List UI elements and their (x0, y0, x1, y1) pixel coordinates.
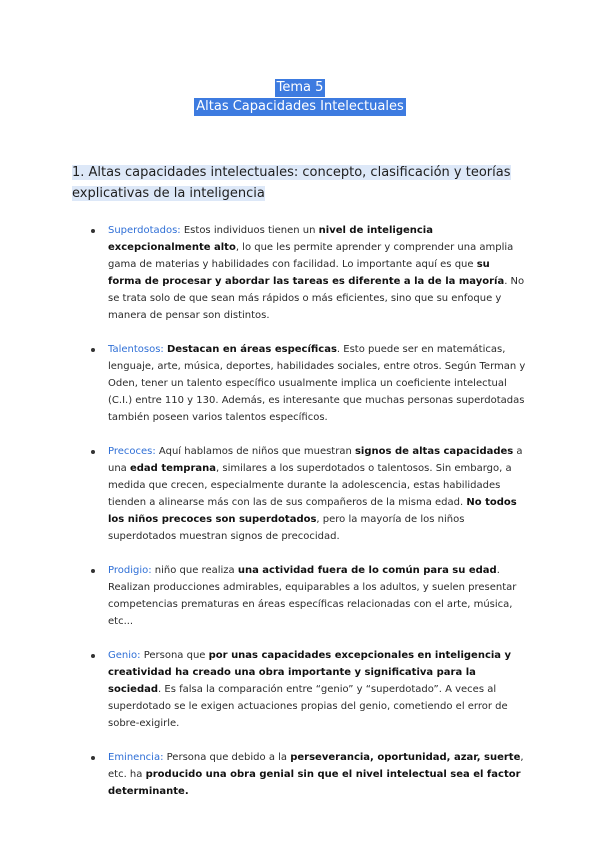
bold-text: No todos los niños precoces son superdotados (108, 497, 517, 525)
list-item-precoces: Precoces: Aquí hablamos de niños que muestran signos de altas capacidades a una edad temprana, similares a los superdotados o talentosos. Sin embargo, a medida que crecen, especialmente durante la adolescencia, estas habilidades tienden a alinearse más con las de sus compañeros de la misma edad. No todos los niños precoces son superdotados, pero la mayoría de los niños superdotados muestran signos de precocidad. (108, 443, 526, 545)
section-heading (72, 162, 522, 204)
term-label: Prodigio: (108, 565, 152, 576)
term-label: Genio: (108, 650, 141, 661)
bold-text: su forma de procesar y abordar las tareas es diferente a la de la mayoría (108, 259, 505, 287)
term-label: Eminencia: (108, 752, 164, 763)
title-line-1: Tema 5 (276, 80, 324, 95)
list-item-prodigio: Prodigio: niño que realiza una actividad fuera de lo común para su edad. Realizan producciones admirables, equiparables a los adultos, y suelen presentar competencias prematuras en áreas específicas relacionadas con el arte, música, etc... (108, 562, 526, 630)
bold-text: por unas capacidades excepcionales en inteligencia y creatividad ha creado una obra importante y significativa para la sociedad (108, 650, 512, 695)
bold-text: producido una obra genial sin que el nivel intelectual sea el factor determinante. (108, 769, 521, 797)
bold-text: perseverancia, oportunidad, azar, suerte (290, 752, 521, 763)
list-item-eminencia: Eminencia: Persona que debido a la perseverancia, oportunidad, azar, suerte, etc. ha producido una obra genial sin que el nivel intelectual sea el factor determinante. (108, 749, 526, 800)
section-heading-text: 1. Altas capacidades intelectuales: concepto, clasificación y teorías explicativas de la inteligencia (72, 165, 511, 201)
list-item-talentosos: Talentosos: Destacan en áreas específicas. Esto puede ser en matemáticas, lenguaje, arte, música, deportes, habilidades sociales, entre otros. Según Terman y Oden, tener un talento específico usualmente implica un coeficiente intelectual (C.I.) entre 110 y 130. Además, es interesante que muchas personas superdotadas también poseen varios talentos específicos. (108, 341, 526, 426)
bold-text: edad temprana (129, 463, 216, 474)
document-title (0, 76, 600, 114)
term-label: Superdotados: (108, 225, 181, 236)
term-label: Precoces: (108, 446, 156, 457)
bold-text: nivel de inteligencia excepcionalmente alto (108, 225, 433, 253)
definition-list (108, 222, 526, 817)
term-label: Talentosos: (108, 344, 164, 355)
list-item-genio: Genio: Persona que por unas capacidades excepcionales en inteligencia y creatividad ha creado una obra importante y significativa para la sociedad. Es falsa la comparación entre “genio” y “superdotado”. A veces al superdotado se le exigen actuaciones propias del genio, cometiendo el error de sobre-exigirle. (108, 647, 526, 732)
list-item-superdotados: Superdotados: Estos individuos tienen un nivel de inteligencia excepcionalmente alto, lo que les permite aprender y comprender una amplia gama de materias y habilidades con facilidad. Lo importante aquí es que su forma de procesar y abordar las tareas es diferente a la de la mayoría. No se trata solo de que sean más rápidos o más eficientes, sino que su enfoque y manera de pensar son distintos. (108, 222, 526, 324)
bold-text: Destacan en áreas específicas (166, 344, 337, 355)
title-line-2: Altas Capacidades Intelectuales (196, 99, 404, 114)
bold-text: una actividad fuera de lo común para su edad (237, 565, 497, 576)
bold-text: signos de altas capacidades (354, 446, 514, 457)
